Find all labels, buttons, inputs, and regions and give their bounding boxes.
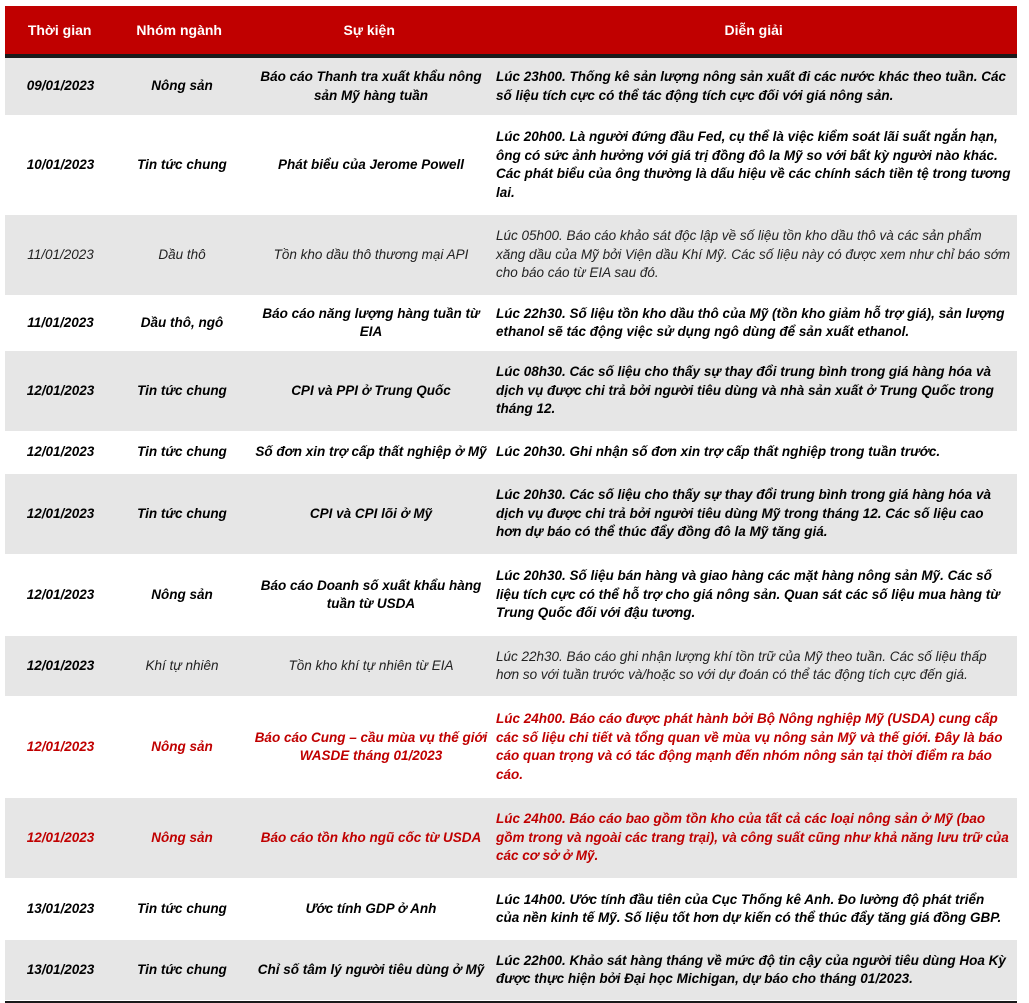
table-row — [5, 351, 1017, 432]
cell-date: 12/01/2023 — [26, 829, 95, 845]
cell-date: 12/01/2023 — [26, 444, 95, 460]
cell-desc: Lúc 08h30. Các số liệu cho thấy sự thay đổi trung bình trong giá hàng hóa và dịch vụ được chi trả bởi người tiêu dùng và nhà sản xuất ở Trung Quốc trong tháng 12. — [496, 364, 994, 417]
cell-event: Tồn kho khí tự nhiên từ EIA — [288, 657, 454, 673]
header-time: Thời gian — [27, 22, 92, 38]
cell-date: 13/01/2023 — [26, 900, 95, 916]
table-header — [5, 6, 1017, 58]
cell-date: 12/01/2023 — [26, 738, 95, 754]
table-row — [5, 879, 1017, 940]
cell-group: Nông sản — [151, 738, 213, 754]
cell-group: Khí tự nhiên — [145, 657, 219, 673]
cell-event: Báo cáo năng lượng hàng tuần từ EIA — [262, 305, 480, 339]
table-row — [5, 116, 1017, 215]
cell-date: 11/01/2023 — [27, 314, 94, 330]
cell-date: 13/01/2023 — [26, 961, 95, 977]
cell-group: Dầu thô — [158, 246, 206, 262]
cell-date: 12/01/2023 — [26, 657, 95, 673]
cell-date: 12/01/2023 — [26, 505, 95, 521]
table-row — [5, 697, 1017, 798]
header-explanation: Diễn giải — [724, 22, 783, 38]
cell-group: Tin tức chung — [137, 505, 227, 521]
table-row — [5, 296, 1017, 351]
cell-desc: Lúc 05h00. Báo cáo khảo sát độc lập về số liệu tồn kho dầu thô và các sản phẩm xăng dầu của Mỹ bởi Viện dầu Khí Mỹ. Các số liệu này có được xem như chỉ báo sớm cho báo cáo từ EIA sau đó. — [496, 228, 1011, 281]
table-row — [5, 58, 1017, 116]
cell-event: Báo cáo tồn kho ngũ cốc từ USDA — [260, 829, 482, 845]
cell-group: Tin tức chung — [137, 382, 227, 398]
cell-group: Nông sản — [151, 78, 213, 94]
cell-desc: Lúc 20h30. Các số liệu cho thấy sự thay đổi trung bình trong giá hàng hóa và dịch vụ được chi trả bởi người tiêu dùng Mỹ trong tháng 12. Các số liệu cao hơn dự báo có thể thúc đẩy đồng đô la Mỹ tăng giá. — [496, 487, 991, 540]
cell-event: Báo cáo Cung – cầu mùa vụ thế giới WASDE tháng 01/2023 — [254, 729, 488, 763]
cell-desc: Lúc 24h00. Báo cáo được phát hành bởi Bộ Nông nghiệp Mỹ (USDA) cung cấp các số liệu chi tiết và tổng quan về mùa vụ nông sản Mỹ và thế giới. Đây là báo cáo quan trọng và có tác động mạnh đến nhóm nông sản tại thời điểm ra báo cáo. — [496, 711, 1003, 782]
cell-group: Nông sản — [151, 829, 213, 845]
header-sector: Nhóm ngành — [136, 22, 222, 38]
cell-event: Chỉ số tâm lý người tiêu dùng ở Mỹ — [257, 961, 485, 977]
cell-group: Tin tức chung — [137, 900, 227, 916]
cell-desc: Lúc 22h00. Khảo sát hàng tháng về mức độ tin cậy của người tiêu dùng Hoa Kỳ được thực hiện bởi Đại học Michigan, dự báo cho tháng 01/2023. — [496, 952, 1006, 986]
cell-event: Báo cáo Thanh tra xuất khẩu nông sản Mỹ hàng tuần — [260, 69, 482, 103]
cell-desc: Lúc 24h00. Báo cáo bao gồm tồn kho của tất cả các loại nông sản ở Mỹ (bao gồm trong và ngoài các trang trại), và công suất cũng như khả năng lưu trữ của các cơ sở ở Mỹ. — [496, 811, 1009, 864]
table-row — [5, 555, 1017, 636]
cell-group: Tin tức chung — [137, 961, 227, 977]
cell-date: 10/01/2023 — [26, 156, 95, 172]
cell-group: Tin tức chung — [137, 156, 227, 172]
cell-desc: Lúc 20h30. Ghi nhận số đơn xin trợ cấp thất nghiệp trong tuần trước. — [496, 444, 941, 460]
cell-group: Dầu thô, ngô — [140, 314, 224, 330]
cell-event: CPI và CPI lõi ở Mỹ — [309, 505, 433, 521]
cell-group: Tin tức chung — [137, 444, 227, 460]
cell-desc: Lúc 22h30. Số liệu tồn kho dầu thô của Mỹ (tồn kho giảm hỗ trợ giá), sản lượng ethanol sẽ tác động việc sử dụng ngô dùng để sản xuất ethanol. — [496, 305, 1005, 339]
cell-event: Báo cáo Doanh số xuất khẩu hàng tuần từ USDA — [260, 577, 482, 611]
header-event: Sự kiện — [343, 22, 395, 38]
cell-date: 12/01/2023 — [26, 586, 95, 602]
cell-event: Số đơn xin trợ cấp thất nghiệp ở Mỹ — [255, 444, 487, 460]
cell-event: CPI và PPI ở Trung Quốc — [291, 382, 451, 398]
cell-event: Tồn kho dầu thô thương mại API — [273, 246, 469, 262]
table-row — [5, 940, 1017, 1001]
table-row — [5, 215, 1017, 296]
cell-event: Phát biểu của Jerome Powell — [277, 156, 465, 172]
cell-desc: Lúc 23h00. Thống kê sản lượng nông sản xuất đi các nước khác theo tuần. Các số liệu tích cực có thể tác động tích cực đối với giá nông sản. — [496, 69, 1007, 103]
cell-desc: Lúc 14h00. Ước tính đầu tiên của Cục Thống kê Anh. Đo lường độ phát triển của nền kinh tế Mỹ. Số liệu tốt hơn dự kiến có thể thúc đẩy tăng giá đồng GBP. — [496, 891, 1002, 925]
cell-desc: Lúc 22h30. Báo cáo ghi nhận lượng khí tồn trữ của Mỹ theo tuần. Các số liệu thấp hơn so với tuần trước và/hoặc so với dự đoán có thể tác động tích cực đến giá. — [496, 648, 987, 682]
cell-date: 12/01/2023 — [26, 382, 95, 398]
table-row — [5, 798, 1017, 879]
events-table — [5, 6, 1017, 1003]
cell-date: 09/01/2023 — [26, 78, 95, 94]
table-row — [5, 474, 1017, 555]
cell-group: Nông sản — [151, 586, 213, 602]
table-row — [5, 432, 1017, 474]
cell-date: 11/01/2023 — [27, 246, 94, 262]
cell-event: Ước tính GDP ở Anh — [305, 900, 437, 916]
table-row — [5, 636, 1017, 697]
cell-desc: Lúc 20h30. Số liệu bán hàng và giao hàng các mặt hàng nông sản Mỹ. Các số liệu tích cực có thể hỗ trợ cho giá nông sản. Quan sát các số liệu mua hàng từ Trung Quốc đối với đậu tương. — [496, 568, 1000, 621]
cell-desc: Lúc 20h00. Là người đứng đầu Fed, cụ thể là việc kiểm soát lãi suất ngắn hạn, ông có sức ảnh hưởng với giá trị đồng đô la Mỹ so với bất kỳ người nào khác. Các phát biểu của ông thường là dấu hiệu về các chính sách tiền tệ trong tương lai. — [496, 129, 1011, 200]
